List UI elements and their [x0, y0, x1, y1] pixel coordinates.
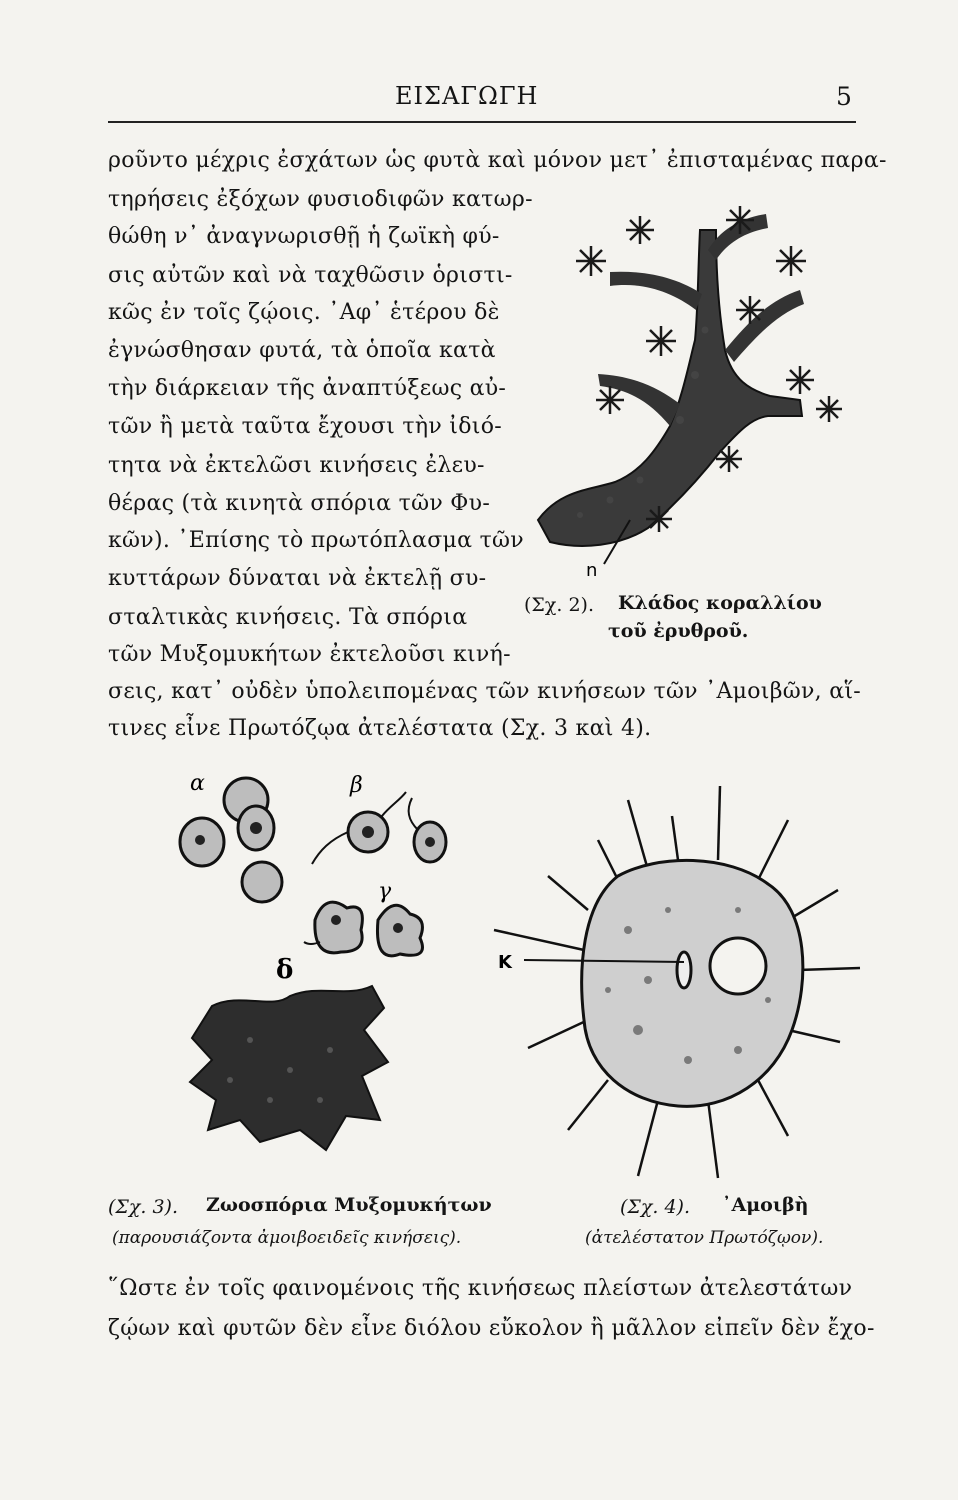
text-line: τινες εἶνε Πρωτόζῳα ἀτελέστατα (Σχ. 3 καὶ 4). — [108, 716, 652, 741]
running-header-title: ΕΙΣΑΓΩΓΗ — [395, 82, 539, 110]
text-line: ζῴων καὶ φυτῶν δὲν εἶνε διόλου εὔκολον ἢ μᾶλλον εἰπεῖν δὲν ἔχο- — [108, 1316, 875, 1341]
text-line: σεις, κατ᾽ οὐδὲν ὑπολειπομένας τῶν κινήσεων τῶν ᾽Αμοιβῶν, αἵ- — [108, 679, 862, 704]
text-line: κῶς ἐν τοῖς ζῴοις. ᾽Αφ᾽ ἑτέρου δὲ — [108, 300, 500, 325]
fig2-caption-title-2: τοῦ ἐρυθροῦ. — [608, 620, 749, 642]
text-line: σταλτικὰς κινήσεις. Τὰ σπόρια — [108, 605, 468, 630]
fig4-caption-ref: (Σχ. 4). — [620, 1196, 690, 1218]
fig3-caption-sub: (παρουσιάζοντα ἀμοιβοειδεῖς κινήσεις). — [112, 1228, 462, 1248]
text-line: τητα νὰ ἐκτελῶσι κινήσεις ἐλευ- — [108, 453, 485, 478]
fig3-label-a: α — [190, 771, 205, 796]
text-line: κυττάρων δύναται νὰ ἐκτελῇ συ- — [108, 566, 487, 591]
fig2-caption-title: Κλάδος κοραλλίου — [618, 592, 822, 614]
fig3-caption-title: Ζωοσπόρια Μυξομυκήτων — [206, 1194, 492, 1216]
fig3-label-d: δ — [276, 955, 294, 985]
fig2-caption-ref: (Σχ. 2). — [524, 594, 594, 616]
text-line: ῞Ωστε ἐν τοῖς φαινομένοις τῆς κινήσεως πλείστων ἀτελεστάτων — [108, 1276, 853, 1301]
text-line: τὴν διάρκειαν τῆς ἀναπτύξεως αὐ- — [108, 376, 507, 401]
text-line: ροῦντο μέχρις ἐσχάτων ὡς φυτὰ καὶ μόνον μετ᾽ ἐπισταμένας παρα- — [108, 148, 887, 173]
amoeba-illustration — [488, 780, 868, 1185]
text-line: σις αὐτῶν καὶ νὰ ταχθῶσιν ὁριστι- — [108, 263, 513, 288]
fig3-label-b: β — [350, 773, 363, 798]
zoospores-illustration — [150, 770, 480, 1170]
text-line: τῶν Μυξομυκήτων ἐκτελοῦσι κινή- — [108, 642, 511, 667]
fig4-label-k: Κ — [498, 952, 512, 973]
fig3-caption-ref: (Σχ. 3). — [108, 1196, 178, 1218]
text-line: τηρήσεις ἐξόχων φυσιοδιφῶν κατωρ- — [108, 187, 533, 212]
coral-branch-illustration — [520, 190, 860, 580]
text-line: ἐγνώσθησαν φυτά, τὰ ὁποῖα κατὰ — [108, 338, 496, 363]
text-line: θώθη ν᾽ ἀναγνωρισθῇ ἡ ζωϊκὴ φύ- — [108, 224, 500, 249]
page-number: 5 — [836, 82, 852, 111]
text-line: κῶν). ᾽Επίσης τὸ πρωτόπλασμα τῶν — [108, 528, 524, 553]
fig4-caption-title: ᾽Αμοιβὴ — [722, 1194, 809, 1216]
fig4-caption-sub: (ἀτελέστατον Πρωτόζῳον). — [585, 1228, 824, 1248]
header-rule — [108, 121, 856, 123]
text-line: τῶν ἢ μετὰ ταῦτα ἔχουσι τὴν ἰδιό- — [108, 414, 502, 439]
fig3-label-g: γ — [378, 879, 392, 904]
text-line: θέρας (τὰ κινητὰ σπόρια τῶν Φυ- — [108, 491, 491, 516]
fig2-label-n: n — [586, 560, 598, 580]
